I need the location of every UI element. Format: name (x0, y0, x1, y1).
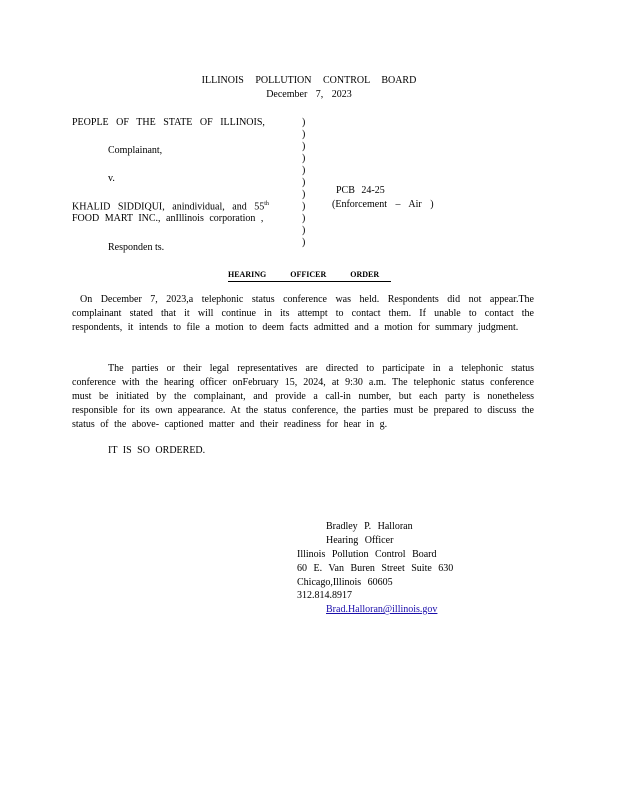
caption-paren: ) (302, 141, 306, 152)
so-ordered: IT IS SO ORDERED. (108, 445, 206, 456)
caption-paren: ) (302, 153, 306, 164)
signer-title: Hearing Officer (326, 535, 394, 546)
signer-email-link[interactable]: Brad.Halloran@illinois.gov (326, 604, 438, 615)
paragraph-status: On December 7, 2023,a telephonic status conference was held. Respondents did not appear.The complainant stated that it will continue in its attempt to contact them. If unable to contact the respondents, it intends to file a motion to deem facts admitted and a motion for summary judgment. (72, 294, 534, 333)
respondent-line-2: FOOD MART INC., anIllinois corporation , (72, 213, 264, 224)
caption-paren: ) (302, 201, 306, 212)
signer-org: Illinois Pollution Control Board (297, 549, 437, 560)
order-title: HEARING OFFICER ORDER (228, 268, 391, 282)
signer-name: Bradley P. Halloran (326, 521, 413, 532)
signer-city: Chicago,Illinois 60605 (297, 577, 393, 588)
case-type: (Enforcement – Air ) (332, 199, 434, 210)
caption-paren: ) (302, 189, 306, 200)
respondent-line-1: KHALID SIDDIQUI, anindividual, and 55th (72, 201, 269, 213)
order-date: December 7, 2023 (266, 89, 352, 100)
caption-paren: ) (302, 129, 306, 140)
signer-address: 60 E. Van Buren Street Suite 630 (297, 563, 454, 574)
complainant-label: Complainant, (108, 145, 163, 156)
caption-paren: ) (302, 225, 306, 236)
caption-paren: ) (302, 177, 306, 188)
paragraph-directive: The parties or their legal representatives are directed to participate in a telephonic status conference with the hearing officer onFebruary 15, 2024, at 9:30 a.m. The telephonic status conference must be initiated by the complainant, and provide a call-in number, but each party is nonetheless responsible for its own appearance. At the status conference, the parties must be prepared to discuss the status of the above- captioned matter and their readiness for hear in g. (72, 363, 534, 430)
caption-paren: ) (302, 213, 306, 224)
plaintiff-name: PEOPLE OF THE STATE OF ILLINOIS, (72, 117, 265, 128)
versus-label: v. (108, 173, 115, 184)
caption-paren: ) (302, 165, 306, 176)
respondents-label: Responden ts. (108, 242, 165, 253)
caption-paren: ) (302, 117, 306, 128)
case-number: PCB 24-25 (336, 185, 385, 196)
signer-phone: 312.814.8917 (297, 590, 352, 601)
caption-paren: ) (302, 237, 306, 248)
board-name: ILLINOIS POLLUTION CONTROL BOARD (201, 75, 417, 86)
